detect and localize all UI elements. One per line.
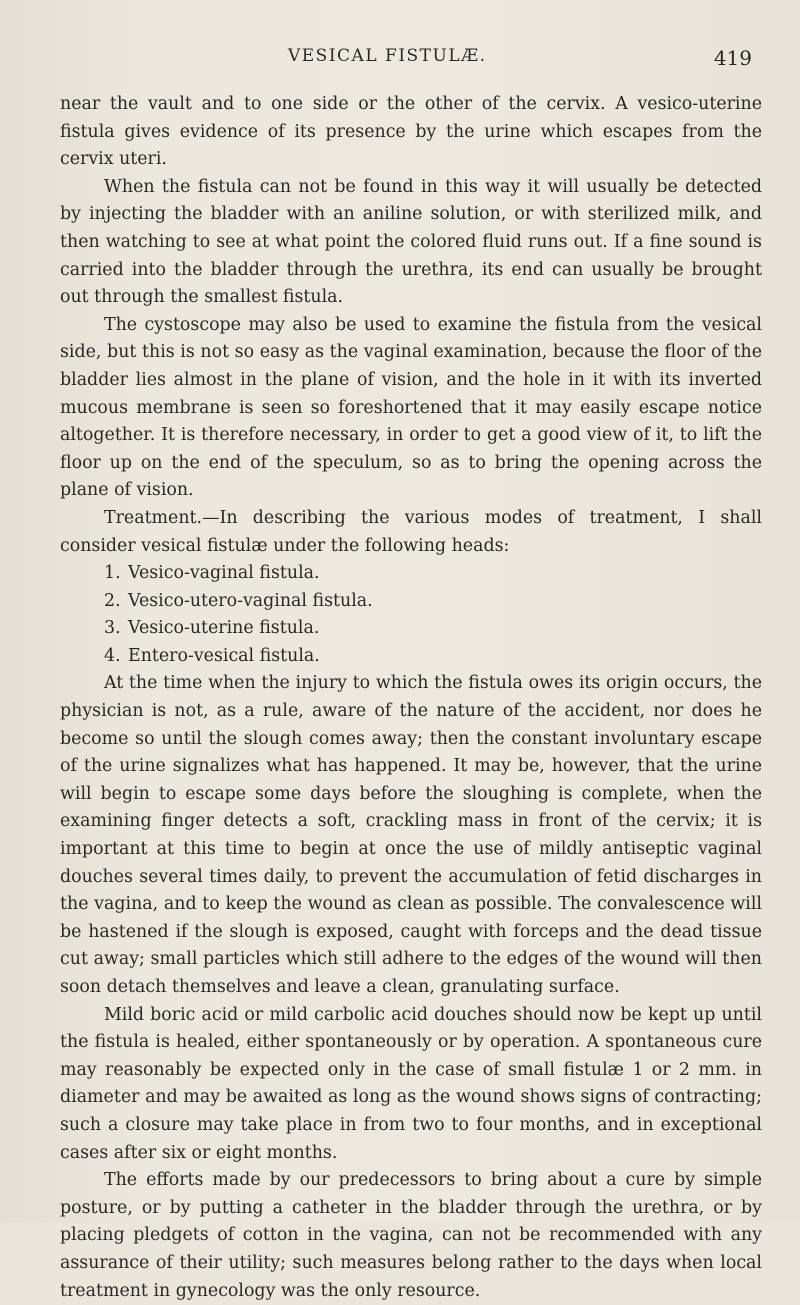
list-item [60, 615, 762, 643]
list-item-number: 4. [104, 645, 121, 666]
page-header [0, 46, 800, 70]
paragraph-1: near the vault and to one side or the other of the cervix. A vesico-uterine fistula gives evidence of its presence by the urine which escapes from the cervix uteri. [60, 94, 762, 170]
list-item-label: Vesico-uterine fistula. [128, 618, 320, 639]
paragraph-treatment [60, 505, 762, 560]
treatment-intro: —In describing the various modes of treatment, I shall consider vesical fistulæ under the following heads: [60, 507, 762, 556]
list-item-label: Vesico-vaginal fistula. [128, 563, 320, 584]
list-item [60, 643, 762, 671]
paragraph-5: At the time when the injury to which the fistula owes its origin occurs, the physician is not, as a rule, aware of the nature of the accident, nor does he become so until the slough comes away; then the constant involuntary escape of the urine signalizes what has happened. It may be, however, that the urine will begin to escape some days before the sloughing is complete, when the examining finger detects a soft, crackling mass in front of the cervix; it is important at this time to begin at once the use of mildly antiseptic vaginal douches several times daily, to prevent the accumulation of fetid discharges in the vagina, and to keep the wound as clean as possible. The convalescence will be hastened if the slough is exposed, caught with forceps and the dead tissue cut away; small particles which still adhere to the edges of the wound will then soon detach themselves and leave a clean, granulating surface. [60, 673, 762, 997]
paragraph-3: The cystoscope may also be used to examine the fistula from the vesical side, but this is not so easy as the vaginal examination, because the floor of the bladder lies almost in the plane of vision, and the hole in it with its inverted mucous membrane is seen so foreshortened that it may easily escape notice altogether. It is therefore necessary, in order to get a good view of it, to lift the floor up on the end of the speculum, so as to bring the opening across the plane of vision. [60, 314, 762, 501]
paragraph-6: Mild boric acid or mild carbolic acid douches should now be kept up until the fistula is healed, either spontaneously or by operation. A spontaneous cure may reasonably be expected only in the case of small fistulæ 1 or 2 mm. in diameter and may be awaited as long as the wound shows signs of contracting; such a closure may take place in from two to four months, and in exceptional cases after six or eight months. [60, 1004, 762, 1163]
paragraph-7: The efforts made by our predecessors to bring about a cure by simple posture, or by putting a catheter in the bladder through the urethra, or by placing pledgets of cotton in the vagina, can not be recommended with any assurance of their utility; such measures belong rather to the days when local treatment in gynecology was the only resource. [60, 1170, 762, 1301]
list-item [60, 560, 762, 588]
paragraph-2: When the fistula can not be found in this way it will usually be detected by injecting the bladder with an aniline solution, or with sterilized milk, and then watching to see at what point the colored fluid runs out. If a fine sound is carried into the bladder through the urethra, its end can usually be brought out through the smallest fistula. [60, 176, 762, 308]
list-item-number: 2. [104, 590, 121, 611]
fistula-list [60, 560, 762, 670]
body-text [60, 91, 762, 1305]
list-item [60, 588, 762, 616]
list-item-label: Vesico-utero-vaginal fistula. [128, 590, 373, 611]
list-item-number: 3. [104, 618, 121, 639]
list-item-number: 1. [104, 563, 121, 584]
running-title: VESICAL FISTULÆ. [288, 46, 487, 66]
list-item-label: Entero-vesical fistula. [128, 645, 320, 666]
treatment-heading: Treatment. [104, 507, 203, 528]
page-number: 419 [713, 46, 752, 70]
